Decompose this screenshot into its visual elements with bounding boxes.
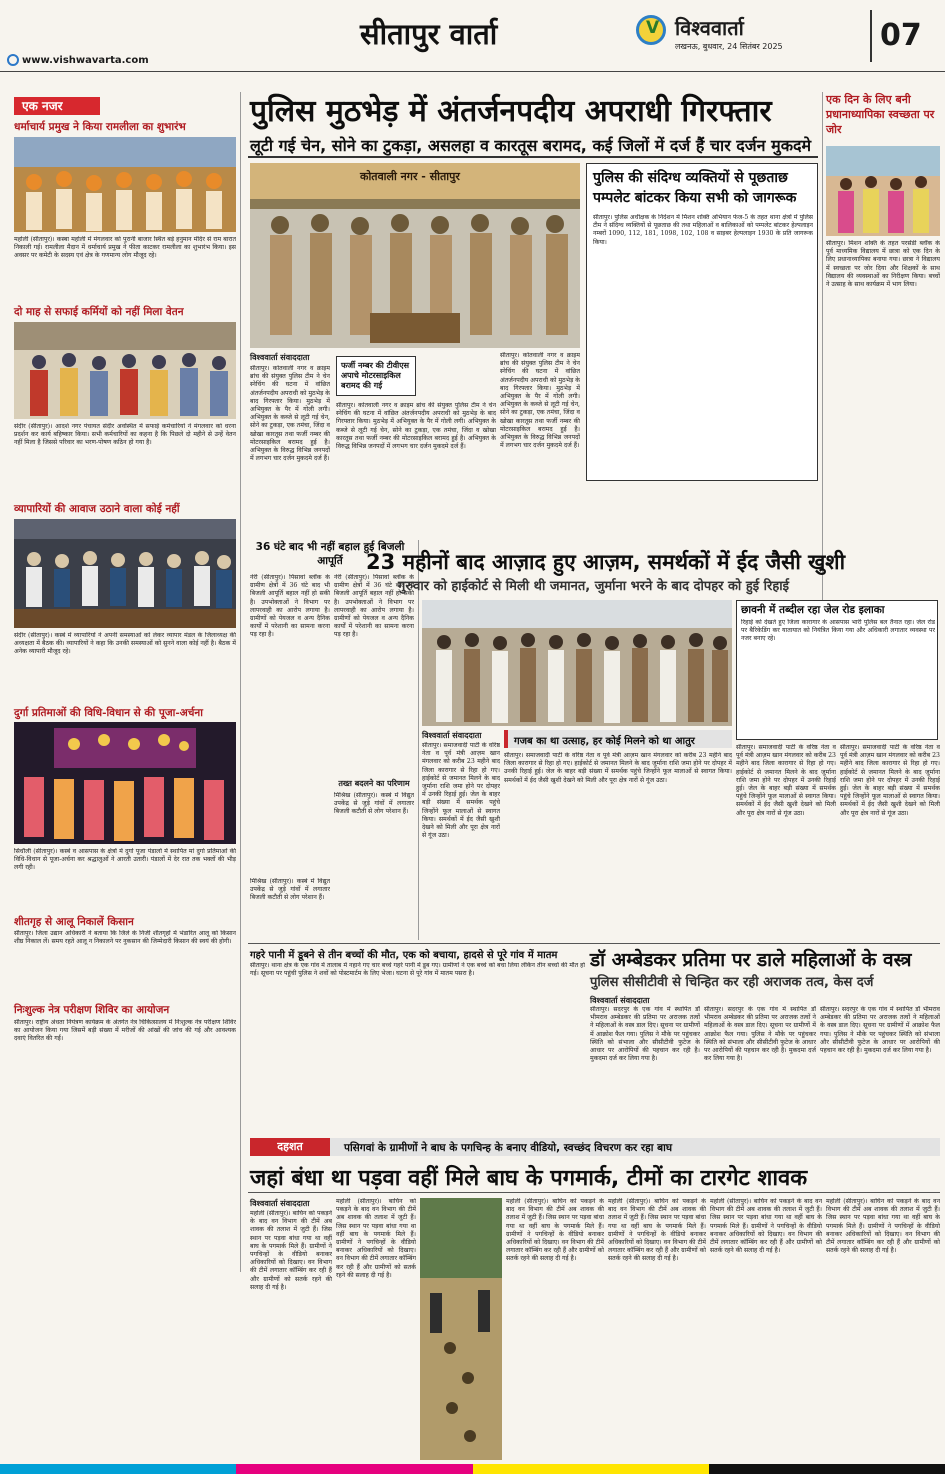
brand-name: विश्ववार्ता xyxy=(675,16,744,40)
police-group-photo-art xyxy=(250,163,580,348)
left-story-3-headline: व्यापारियों की आवाज उठाने वाला कोई नहीं xyxy=(14,503,180,515)
tiger-text-col-4: महोली (सीतापुर)। बाघिन को पकड़ने के बाद वन विभाग की टीमें अब शावक की तलाश में जुटी हैं। जिस स्थान पर पड़वा बांधा गया था वहीं बाघ के पगमार्क मिले हैं। ग्रामीणों ने पगचिन्हों के वीडियो बनाकर अधिकारियों को दिखाए। वन विभाग की टीमें लगातार कॉम्बिंग कर रही हैं और ग्रामीणों को सतर्क रहने की सलाह दी गई है। xyxy=(608,1198,706,1263)
tiger-text-col-1: महोली (सीतापुर)। बाघिन को पकड़ने के बाद वन विभाग की टीमें अब शावक की तलाश में जुटी हैं। जिस स्थान पर पड़वा बांधा गया था वहीं बाघ के पगमार्क मिले हैं। ग्रामीणों ने पगचिन्हों के वीडियो बनाकर अधिकारियों को दिखाए। वन विभाग की टीमें लगातार कॉम्बिंग कर रही हैं और ग्रामीणों को सतर्क रहने की सलाह दी गई है। xyxy=(250,1210,332,1291)
power-text-col-1b: मिश्रिख (सीतापुर)। कस्बे में विद्युत उपकेंद्र से जुड़े गांवों में लगातार बिजली कटौती से लोग परेशान हैं। xyxy=(250,878,330,902)
fake-number-text: फर्जी नम्बर की टीवीएस अपाचे मोटरसाइकिल बरामद की गई xyxy=(341,361,410,390)
tiger-strip-bar xyxy=(330,1138,940,1156)
section-tag: एक नजर xyxy=(14,97,100,115)
azam-crowd-photo xyxy=(422,600,732,726)
traders-photo-art xyxy=(14,519,236,628)
school-photo-art xyxy=(826,146,940,236)
website-link[interactable]: www.vishwavarta.com xyxy=(22,55,149,66)
pugmark-photo-art xyxy=(420,1198,502,1460)
ramlila-photo-art xyxy=(14,137,236,232)
left-story-1-headline: धर्माचार्य प्रमुख ने किया रामलीला का शुभारंभ xyxy=(14,121,186,133)
left-story-5-headline: शीतगृह से आलू निकालें किसान xyxy=(14,916,134,928)
left-story-6-headline: निःशुल्क नेत्र परीक्षण शिविर का आयोजन xyxy=(14,1004,170,1016)
left-story-6-text: सीतापुर। राष्ट्रीय अंधता नियंत्रण कार्यक्रम के अंतर्गत नेत्र चिकित्सालय में निःशुल्क नेत्र परीक्षण शिविर का आयोजन किया गया जिसमें बड़ी संख्या में मरीजों की आंखों की जांच की गई और आवश्यक दवाएं वितरित की गईं। xyxy=(14,1019,236,1043)
crowd-photo-art xyxy=(422,600,732,726)
azam-text-col-1: सीतापुर। समाजवादी पार्टी के वरिष्ठ नेता व पूर्व मंत्री आज़म खान मंगलवार को करीब 23 महीने बाद जिला कारागार से रिहा हो गए। हाईकोर्ट से जमानत मिलने के बाद जुर्माना राशि जमा होने पर दोपहर में उनकी रिहाई हुई। जेल के बाहर बड़ी संख्या में समर्थक पहुंचे जिन्होंने फूल मालाओं से स्वागत किया। समर्थकों में ईद जैसी खुशी देखने को मिली और पूरा क्षेत्र नारों से गूंज उठा। xyxy=(422,742,500,840)
power-text-col-2: नेरी (सीतापुर)। पिसावां ब्लॉक के ग्रामीण क्षेत्रों में 36 घंटे बाद भी बिजली आपूर्ति बहाल नहीं हो सकी है। उपभोक्ताओं ने विभाग पर लापरवाही का आरोप लगाया है। ग्रामीणों को पेयजल व अन्य दैनिक कार्यों में परेशानी का सामना करना पड़ रहा है। xyxy=(334,574,414,639)
ambedkar-text-col-1: सीतापुर। सदरपुर के एक गांव में स्थापित डॉ भीमराव अम्बेडकर की प्रतिमा पर अराजक तत्वों ने महिलाओं के वस्त्र डाल दिए। सूचना पर ग्रामीणों में आक्रोश फैल गया। पुलिस ने मौके पर पहुंचकर स्थिति को संभाला और सीसीटीवी फुटेज के आधार पर आरोपियों की पहचान कर रही है। मुकदमा दर्ज कर लिया गया है। xyxy=(590,1006,700,1063)
ambedkar-byline: विश्ववार्ता संवाददाता xyxy=(590,996,650,1005)
ambedkar-headline: डॉ अम्बेडकर प्रतिमा पर डाले महिलाओं के वस्त्र xyxy=(590,949,912,971)
power-headline: 36 घंटे बाद भी नहीं बहाल हुई बिजली आपूर्ति xyxy=(255,541,405,567)
tiger-text-col-6: महोली (सीतापुर)। बाघिन को पकड़ने के बाद वन विभाग की टीमें अब शावक की तलाश में जुटी हैं। जिस स्थान पर पड़वा बांधा गया था वहीं बाघ के पगमार्क मिले हैं। ग्रामीणों ने पगचिन्हों के वीडियो बनाकर अधिकारियों को दिखाए। वन विभाग की टीमें लगातार कॉम्बिंग कर रही हैं और ग्रामीणों को सतर्क रहने की सलाह दी गई है। xyxy=(826,1198,940,1255)
azam-text-col-3: सीतापुर। समाजवादी पार्टी के वरिष्ठ नेता व पूर्व मंत्री आज़म खान मंगलवार को करीब 23 महीने बाद जिला कारागार से रिहा हो गए। हाईकोर्ट से जमानत मिलने के बाद जुर्माना राशि जमा होने पर दोपहर में उनकी रिहाई हुई। जेल के बाहर बड़ी संख्या में समर्थक पहुंचे जिन्होंने फूल मालाओं से स्वागत किया। समर्थकों में ईद जैसी खुशी देखने को मिली और पूरा क्षेत्र नारों से गूंज उठा। xyxy=(736,744,836,817)
print-color-bar xyxy=(0,1464,945,1474)
azam-byline: विश्ववार्ता संवाददाता xyxy=(422,731,482,740)
azam-headline: 23 महीनों बाद आज़ाद हुए आज़म, समर्थकों में ईद जैसी खुशी xyxy=(366,550,846,574)
left-story-1-text: महोली (सीतापुर)। कस्बा महोली में मंगलवार को पुरानी बाजार स्थित बड़े हनुमान मंदिर से राम बारात निकाली गई। रामलीला मैदान में धर्माचार्य प्रमुख ने फीता काटकर रामलीला का शुभारंभ किया। इस अवसर पर कमेटी के सदस्य एवं क्षेत्र के गणमान्य लोग मौजूद रहे। xyxy=(14,236,236,260)
lead-text-col-2: सीतापुर। कोतवाली नगर व क्राइम ब्रांच की संयुक्त पुलिस टीम ने चेन स्नेचिंग की घटना में वांछित अंतर्जनपदीय अपराधी को मुठभेड़ के बाद गिरफ्तार किया। मुठभेड़ में अभियुक्त के पैर में गोली लगी। अभियुक्त के कब्जे से लूटी गई चेन, सोने का टुकड़ा, एक तमंचा, जिंदा व खोखा कारतूस तथा फर्जी नम्बर की मोटरसाइकिल बरामद हुई है। अभियुक्त के विरुद्ध विभिन्न जनपदों में लगभग चार दर्जन मुकदमे दर्ज हैं। xyxy=(336,402,496,451)
power-text-col-1: नेरी (सीतापुर)। पिसावां ब्लॉक के ग्रामीण क्षेत्रों में 36 घंटे बाद भी बिजली आपूर्ति बहाल नहीं हो सकी है। उपभोक्ताओं ने विभाग पर लापरवाही का आरोप लगाया है। ग्रामीणों को पेयजल व अन्य दैनिक कार्यों में परेशानी का सामना करना पड़ रहा है। xyxy=(250,574,330,639)
power-subhead: तख्त बदलने का परिणाम xyxy=(338,779,410,788)
right-top-text: सीतापुर। मिशन शक्ति के तहत परसेंडी ब्लॉक के पूर्व माध्यमिक विद्यालय में छात्रा को एक दिन के लिए प्रधानाध्यापिका बनाया गया। छात्रा ने विद्यालय में स्वच्छता पर जोर दिया और शिक्षकों के साथ विद्यालय की व्यवस्थाओं का निरीक्षण किया। बच्चों ने उत्साह के साथ कार्यक्रम में भाग लिया। xyxy=(826,240,940,289)
left-story-2-headline: दो माह से सफाई कर्मियों को नहीं मिला वेतन xyxy=(14,306,184,318)
azam-caption: गजब का था उत्साह, हर कोई मिलने को था आतुर xyxy=(514,736,695,747)
masthead xyxy=(0,0,945,72)
awareness-headline: पुलिस की संदिग्ध व्यक्तियों से पूछताछ पम्पलेट बांटकर किया सभी को जागरूक xyxy=(593,170,797,206)
azam-text-col-2: सीतापुर। समाजवादी पार्टी के वरिष्ठ नेता व पूर्व मंत्री आज़म खान मंगलवार को करीब 23 महीने बाद जिला कारागार से रिहा हो गए। हाईकोर्ट से जमानत मिलने के बाद जुर्माना राशि जमा होने पर दोपहर में उनकी रिहाई हुई। जेल के बाहर बड़ी संख्या में समर्थक पहुंचे जिन्होंने फूल मालाओं से स्वागत किया। समर्थकों में ईद जैसी खुशी देखने को मिली और पूरा क्षेत्र नारों से गूंज उठा। xyxy=(504,752,732,784)
azam-subhead: गुरुवार को हाईकोर्ट से मिली थी जमानत, जुर्माना भरने के बाद दोपहर को हुई रिहाई xyxy=(398,579,789,594)
lead-subhead: लूटी गई चेन, सोने का टुकड़ा, असलहा व कारतूस बरामद, कई जिलों में दर्ज हैं चार दर्जन मुकदमे xyxy=(250,136,812,155)
lead-text-col-3: सीतापुर। कोतवाली नगर व क्राइम ब्रांच की संयुक्त पुलिस टीम ने चेन स्नेचिंग की घटना में वांछित अंतर्जनपदीय अपराधी को मुठभेड़ के बाद गिरफ्तार किया। मुठभेड़ में अभियुक्त के पैर में गोली लगी। अभियुक्त के कब्जे से लूटी गई चेन, सोने का टुकड़ा, एक तमंचा, जिंदा व खोखा कारतूस तथा फर्जी नम्बर की मोटरसाइकिल बरामद हुई है। अभियुक्त के विरुद्ध विभिन्न जनपदों में लगभग चार दर्जन मुकदमे दर्ज हैं। xyxy=(500,352,580,450)
jail-road-text: रिहाई को देखते हुए जिला कारागार के आसपास भारी पुलिस बल तैनात रहा। जेल रोड पर बैरिकेडिंग कर यातायात को नियंत्रित किया गया और अधिकारी लगातार व्यवस्था पर नजर बनाए रहे। xyxy=(741,619,935,643)
school-girl-photo xyxy=(826,146,940,236)
drowning-headline: गहरे पानी में डूबने से तीन बच्चों की मौत, एक को बचाया, हादसे से पूरे गांव में मातम xyxy=(250,950,558,961)
tiger-byline: विश्ववार्ता संवाददाता xyxy=(250,1199,310,1208)
left-story-2-text: संदीर (सीतापुर)। आदर्श नगर पंचायत संदीर अवस्थित में सफाई कर्मचारियों ने मंगलवार को धरना प्रदर्शन कर कार्य बहिष्कार किया। सभी कर्मचारियों का कहना है कि पिछले दो महीने से उन्हें वेतन नहीं मिला है जिससे परिवार का भरण-पोषण कठिन हो गया है। xyxy=(14,423,236,447)
lead-photo xyxy=(250,163,580,348)
browser-icon xyxy=(7,54,19,66)
ambedkar-text-col-3: सीतापुर। सदरपुर के एक गांव में स्थापित डॉ भीमराव अम्बेडकर की प्रतिमा पर अराजक तत्वों ने महिलाओं के वस्त्र डाल दिए। सूचना पर ग्रामीणों में आक्रोश फैल गया। पुलिस ने मौके पर पहुंचकर स्थिति को संभाला और सीसीटीवी फुटेज के आधार पर आरोपियों की पहचान कर रही है। मुकदमा दर्ज कर लिया गया है। xyxy=(820,1006,940,1055)
brand-logo-mark: V xyxy=(646,18,660,38)
left-story-4-headline: दुर्गा प्रतिमाओं की विधि-विधान से की पूजा-अर्चना xyxy=(14,707,203,719)
left-story-5-text: सीतापुर। जिला उद्यान अधिकारी ने बताया कि जिले के निजी शीतगृहों में भंडारित आलू को किसान शीघ्र निकाल लें। समय रहते आलू न निकालने पर नुकसान की जिम्मेदारी किसान की स्वयं की होगी। xyxy=(14,930,236,946)
tiger-text-col-5: महोली (सीतापुर)। बाघिन को पकड़ने के बाद वन विभाग की टीमें अब शावक की तलाश में जुटी हैं। जिस स्थान पर पड़वा बांधा गया था वहीं बाघ के पगमार्क मिले हैं। ग्रामीणों ने पगचिन्हों के वीडियो बनाकर अधिकारियों को दिखाए। वन विभाग की टीमें लगातार कॉम्बिंग कर रही हैं और ग्रामीणों को सतर्क रहने की सलाह दी गई है। xyxy=(710,1198,822,1255)
azam-caption-bar xyxy=(504,730,732,748)
jail-road-box xyxy=(736,600,938,740)
power-text-2: मिश्रिख (सीतापुर)। कस्बे में विद्युत उपकेंद्र से जुड़े गांवों में लगातार बिजली कटौती से लोग परेशान हैं। xyxy=(334,792,414,816)
tiger-headline: जहां बंधा था पड़वा वहीं मिले बाघ के पगमार्क, टीमों का टारगेट शावक xyxy=(250,1166,808,1191)
lead-text-col-1: सीतापुर। कोतवाली नगर व क्राइम ब्रांच की संयुक्त पुलिस टीम ने चेन स्नेचिंग की घटना में वांछित अंतर्जनपदीय अपराधी को मुठभेड़ के बाद गिरफ्तार किया। मुठभेड़ में अभियुक्त के पैर में गोली लगी। अभियुक्त के कब्जे से लूटी गई चेन, सोने का टुकड़ा, एक तमंचा, जिंदा व खोखा कारतूस तथा फर्जी नम्बर की मोटरसाइकिल बरामद हुई है। अभियुक्त के विरुद्ध विभिन्न जनपदों में लगभग चार दर्जन मुकदमे दर्ज हैं। xyxy=(250,365,330,463)
awareness-text: सीतापुर। पुलिस अधीक्षक के निर्देशन में मिशन शक्ति अभियान फेज-5 के तहत थाना क्षेत्रों में पुलिस टीम ने संदिग्ध व्यक्तियों से पूछताछ की तथा महिलाओं व बालिकाओं को पम्पलेट बांटकर हेल्पलाइन नम्बरों 1090, 112, 181, 1098, 102, 108 व साइबर हेल्पलाइन 1930 के प्रति जागरूक किया। xyxy=(593,214,813,246)
tiger-text-col-3: महोली (सीतापुर)। बाघिन को पकड़ने के बाद वन विभाग की टीमें अब शावक की तलाश में जुटी हैं। जिस स्थान पर पड़वा बांधा गया था वहीं बाघ के पगमार्क मिले हैं। ग्रामीणों ने पगचिन्हों के वीडियो बनाकर अधिकारियों को दिखाए। वन विभाग की टीमें लगातार कॉम्बिंग कर रही हैं और ग्रामीणों को सतर्क रहने की सलाह दी गई है। xyxy=(506,1198,604,1263)
left-story-3-text: संदीर (सीतापुर)। कस्बे में व्यापारियों ने अपनी समस्याओं को लेकर व्यापार मंडल के जिलाध्यक्ष की अध्यक्षता में बैठक की। व्यापारियों ने कहा कि उनकी समस्याओं को सुनने वाला कोई नहीं है। बैठक में अनेक व्यापारी मौजूद रहे। xyxy=(14,632,236,656)
tiger-pugmark-photo xyxy=(420,1198,502,1460)
right-top-headline: एक दिन के लिए बनी प्रधानाध्यापिका स्वच्छता पर जोर xyxy=(826,93,935,136)
jail-road-headline: छावनी में तब्दील रहा जेल रोड इलाका xyxy=(741,604,885,616)
tiger-strip-tag: दहशत xyxy=(250,1138,330,1156)
ambedkar-subhead: पुलिस सीसीटीवी से चिन्हित कर रही अराजक तत्व, केस दर्ज xyxy=(590,975,874,990)
police-station-sign: कोतवाली नगर - सीतापुर xyxy=(360,170,460,183)
fake-number-box xyxy=(336,356,416,396)
durga-puja-photo xyxy=(14,722,236,844)
sanitation-workers-photo xyxy=(14,322,236,419)
lead-byline: विश्ववार्ता संवाददाता xyxy=(250,353,310,362)
tiger-text-col-2: महोली (सीतापुर)। बाघिन को पकड़ने के बाद वन विभाग की टीमें अब शावक की तलाश में जुटी हैं। जिस स्थान पर पड़वा बांधा गया था वहीं बाघ के पगमार्क मिले हैं। ग्रामीणों ने पगचिन्हों के वीडियो बनाकर अधिकारियों को दिखाए। वन विभाग की टीमें लगातार कॉम्बिंग कर रही हैं और ग्रामीणों को सतर्क रहने की सलाह दी गई है। xyxy=(336,1198,416,1279)
left-story-4-text: सिधौली (सीतापुर)। कस्बे व आसपास के क्षेत्रों में दुर्गा पूजा पंडालों में स्थापित मां दुर्गा प्रतिमाओं की विधि-विधान से पूजा-अर्चना कर श्रद्धालुओं ने आरती उतारी। पंडालों में देर रात तक भक्तों की भीड़ लगी रही। xyxy=(14,848,236,872)
lead-headline: पुलिस मुठभेड़ में अंतर्जनपदीय अपराधी गिरफ्तार xyxy=(250,94,772,129)
ambedkar-text-col-2: सीतापुर। सदरपुर के एक गांव में स्थापित डॉ भीमराव अम्बेडकर की प्रतिमा पर अराजक तत्वों ने महिलाओं के वस्त्र डाल दिए। सूचना पर ग्रामीणों में आक्रोश फैल गया। पुलिस ने मौके पर पहुंचकर स्थिति को संभाला और सीसीटीवी फुटेज के आधार पर आरोपियों की पहचान कर रही है। मुकदमा दर्ज कर लिया गया है। xyxy=(704,1006,816,1063)
page-number: 07 xyxy=(870,10,940,62)
durga-photo-art xyxy=(14,722,236,844)
police-awareness-box xyxy=(586,163,818,481)
ramlila-photo xyxy=(14,137,236,232)
azam-text-col-4: सीतापुर। समाजवादी पार्टी के वरिष्ठ नेता व पूर्व मंत्री आज़म खान मंगलवार को करीब 23 महीने बाद जिला कारागार से रिहा हो गए। हाईकोर्ट से जमानत मिलने के बाद जुर्माना राशि जमा होने पर दोपहर में उनकी रिहाई हुई। जेल के बाहर बड़ी संख्या में समर्थक पहुंचे जिन्होंने फूल मालाओं से स्वागत किया। समर्थकों में ईद जैसी खुशी देखने को मिली और पूरा क्षेत्र नारों से गूंज उठा। xyxy=(840,744,940,817)
sanitation-photo-art xyxy=(14,322,236,419)
edition-title: सीतापुर वार्ता xyxy=(360,17,498,51)
traders-meeting-photo xyxy=(14,519,236,628)
tiger-strip-text: पसिगवां के ग्रामीणों ने बाघ के पगचिन्ह के बनाए वीडियो, स्वच्छंद विचरण कर रहा बाघ xyxy=(344,1142,673,1154)
drowning-text: सीतापुर। थाना क्षेत्र के एक गांव में तालाब में नहाने गए चार बच्चे गहरे पानी में डूब गए। ग्रामीणों ने एक बच्चे को बचा लिया लेकिन तीन बच्चों की मौत हो गई। सूचना पर पहुंची पुलिस ने शवों को पोस्टमार्टम के लिए भेजा। घटना से पूरे गांव में मातम पसरा है। xyxy=(250,962,585,978)
dateline: लखनऊ, बुधवार, 24 सितंबर 2025 xyxy=(675,42,783,51)
